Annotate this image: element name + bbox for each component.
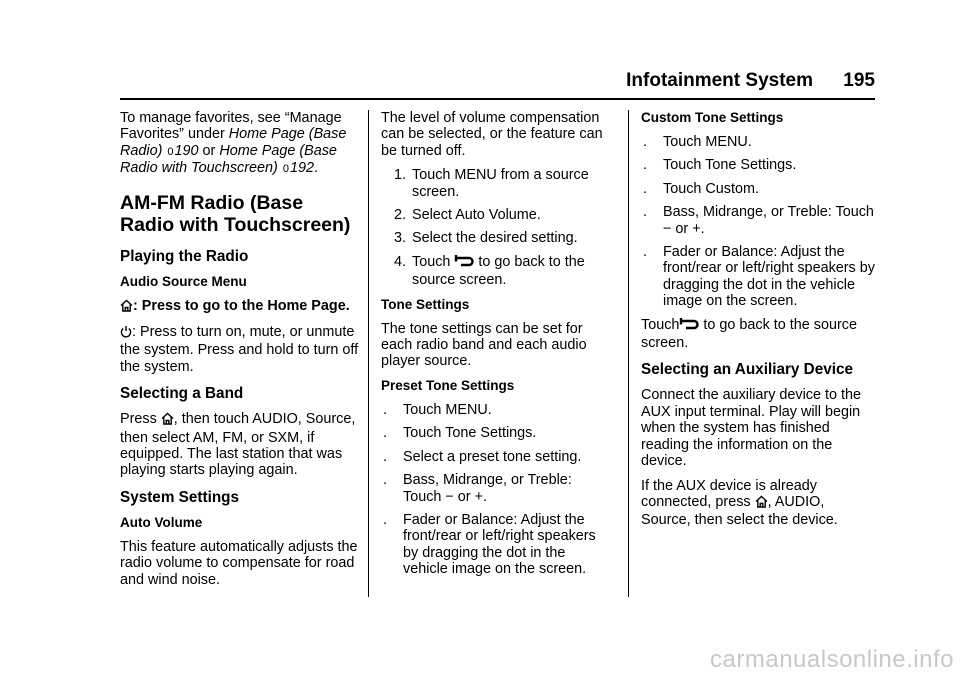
step-item: 4. Touch to go back to the source screen. <box>393 253 585 289</box>
aux-text: Connect the auxiliary device to the AUX input terminal. Play will begin when the system has finished reading the information on the device. <box>641 387 861 470</box>
heading-playing-radio: Playing the Radio <box>120 247 249 265</box>
heading-system-settings: System Settings <box>120 488 240 506</box>
column-divider <box>628 110 629 597</box>
power-item: : Press to turn on, mute, or unmute the system. Press and hold to turn off the system. <box>120 324 359 375</box>
list-item: . Touch Custom. <box>643 180 759 197</box>
column-divider <box>368 110 369 597</box>
column-3 <box>641 110 875 537</box>
list-item: . Select a preset tone setting. <box>383 448 582 465</box>
home-icon <box>755 495 768 512</box>
watermark: carmanualsonline.info <box>710 646 954 673</box>
subheading-tone-settings: Tone Settings <box>381 296 470 312</box>
column-1 <box>120 110 360 596</box>
heading-selecting-aux: Selecting an Auxiliary Device <box>641 361 853 379</box>
subheading-auto-volume: Auto Volume <box>120 514 203 530</box>
power-icon <box>120 325 132 342</box>
page-ref-arrow-icon: 0 <box>167 145 174 158</box>
page-ref-arrow-icon: 0 <box>282 163 289 176</box>
step-item: 3. Select the desired setting. <box>393 230 578 247</box>
auto-volume-text: This feature automatically adjusts the radio volume to compensate for road and wind noise. <box>120 538 358 588</box>
list-item: . Fader or Balance: Adjust the front/rear or left/right speakers by dragging the dot in the vehicle image on the screen. <box>643 244 875 310</box>
section-title: Infotainment System <box>626 70 813 91</box>
back-icon <box>454 254 474 272</box>
home-item: : Press to go to the Home Page. <box>120 298 360 316</box>
step-item: 2. Select Auto Volume. <box>393 207 541 224</box>
tone-text: The tone settings can be set for each radio band and each audio player source. <box>381 320 587 370</box>
list-item: . Touch MENU. <box>643 134 752 150</box>
column-2 <box>381 110 613 585</box>
list-item: . Touch MENU. <box>383 401 492 418</box>
favorites-intro: To manage favorites, see “Manage Favorites” under Home Page (Base Radio) 0190 or Home Page (Base Radio with Touchscreen) 0192. <box>120 110 347 177</box>
list-item: . Bass, Midrange, or Treble: Touch − or +. <box>383 472 572 505</box>
home-icon <box>161 412 174 429</box>
subheading-custom-tone: Custom Tone Settings <box>641 110 784 125</box>
list-item: . Touch Tone Settings. <box>643 157 797 174</box>
compensation-text: The level of volume compensation can be selected, or the feature can be turned off. <box>381 110 603 159</box>
aux-connected-text: If the AUX device is already connected, press , AUDIO, Source, then select the device. <box>641 477 838 529</box>
heading-am-fm-radio: AM-FM Radio (Base Radio with Touchscreen) <box>120 191 351 236</box>
list-item: . Fader or Balance: Adjust the front/rear or left/right speakers by dragging the dot in the vehicle image on the screen. <box>383 511 596 578</box>
back-icon <box>679 317 699 335</box>
page-number: 195 <box>843 70 875 91</box>
ref-home-page-base[interactable]: Home Page (Base Radio) <box>120 126 347 159</box>
header-rule <box>120 98 875 100</box>
home-icon <box>120 299 133 316</box>
heading-selecting-band: Selecting a Band <box>120 385 244 403</box>
band-text: Press , then touch AUDIO, Source, then select AM, FM, or SXM, if equipped. The last station that was playing starts playing again. <box>120 411 356 479</box>
subheading-preset-tone: Preset Tone Settings <box>381 377 515 393</box>
subheading-audio-source-menu: Audio Source Menu <box>120 273 247 289</box>
list-item: . Touch Tone Settings. <box>383 425 537 442</box>
ref-home-page-touchscreen[interactable]: Home Page (Base Radio with Touchscreen) <box>120 142 337 177</box>
step-item: 1. Touch MENU from a source screen. <box>393 167 589 200</box>
list-item: . Bass, Midrange, or Treble: Touch − or +. <box>643 204 874 237</box>
back-text: Touch to go back to the source screen. <box>641 316 858 352</box>
page-header <box>120 70 875 96</box>
